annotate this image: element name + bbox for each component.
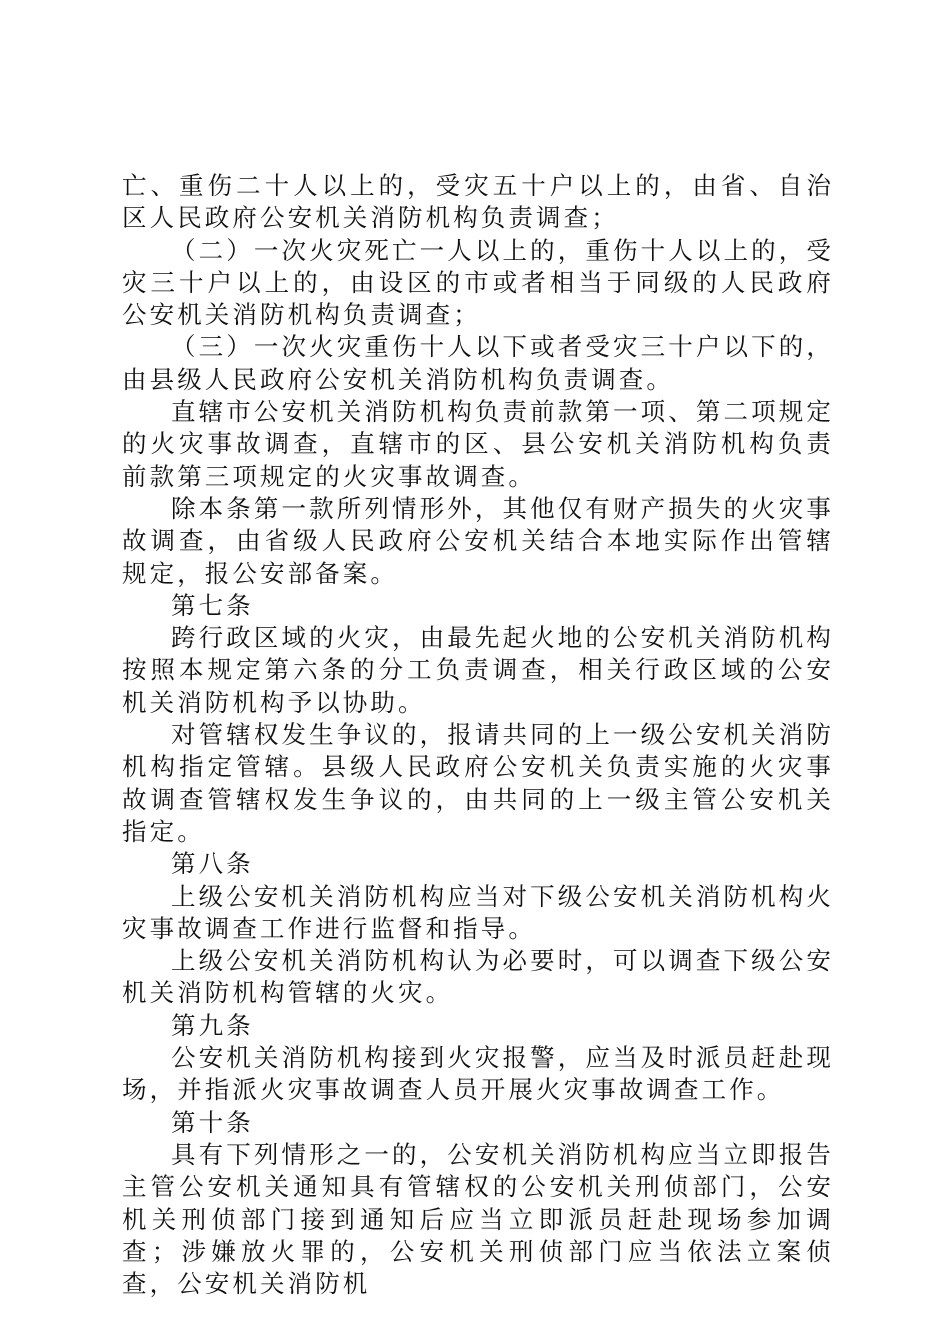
- paragraph: （三）一次火灾重伤十人以下或者受灾三十户以下的，由县级人民政府公安机关消防机构负责调查。: [122, 332, 834, 394]
- paragraph: （二）一次火灾死亡一人以上的，重伤十人以上的，受灾三十户以上的，由设区的市或者相当于同级的人民政府公安机关消防机构负责调查；: [122, 235, 834, 330]
- article-heading: 第十条: [171, 1107, 254, 1137]
- paragraph: 公安机关消防机构接到火灾报警，应当及时派员赶赴现场，并指派火灾事故调查人员开展火灾事故调查工作。: [122, 1043, 834, 1105]
- article-heading: 第九条: [171, 1010, 254, 1040]
- paragraph: 上级公安机关消防机构认为必要时，可以调查下级公安机关消防机构管辖的火灾。: [122, 946, 834, 1008]
- article-heading: 第八条: [171, 849, 254, 879]
- paragraph: 对管辖权发生争议的，报请共同的上一级公安机关消防机构指定管辖。县级人民政府公安机关负责实施的火灾事故调查管辖权发生争议的，由共同的上一级主管公安机关指定。: [122, 720, 834, 846]
- document-page: [122, 170, 834, 1300]
- paragraph: 具有下列情形之一的，公安机关消防机构应当立即报告主管公安机关通知具有管辖权的公安机关刑侦部门，公安机关刑侦部门接到通知后应当立即派员赶赴现场参加调查；涉嫌放火罪的，公安机关刑侦部门应当依法立案侦查，公安机关消防机: [122, 1139, 834, 1299]
- paragraph: 除本条第一款所列情形外，其他仅有财产损失的火灾事故调查，由省级人民政府公安机关结合本地实际作出管辖规定，报公安部备案。: [122, 493, 834, 588]
- paragraph: 跨行政区域的火灾，由最先起火地的公安机关消防机构按照本规定第六条的分工负责调查，相关行政区域的公安机关消防机构予以协助。: [122, 623, 834, 717]
- article-heading: 第七条: [171, 590, 254, 620]
- paragraph: 直辖市公安机关消防机构负责前款第一项、第二项规定的火灾事故调查，直辖市的区、县公安机关消防机构负责前款第三项规定的火灾事故调查。: [122, 397, 834, 491]
- paragraph: 亡、重伤二十人以上的，受灾五十户以上的，由省、自治区人民政府公安机关消防机构负责调查；: [122, 171, 834, 233]
- paragraph: 上级公安机关消防机构应当对下级公安机关消防机构火灾事故调查工作进行监督和指导。: [122, 881, 834, 943]
